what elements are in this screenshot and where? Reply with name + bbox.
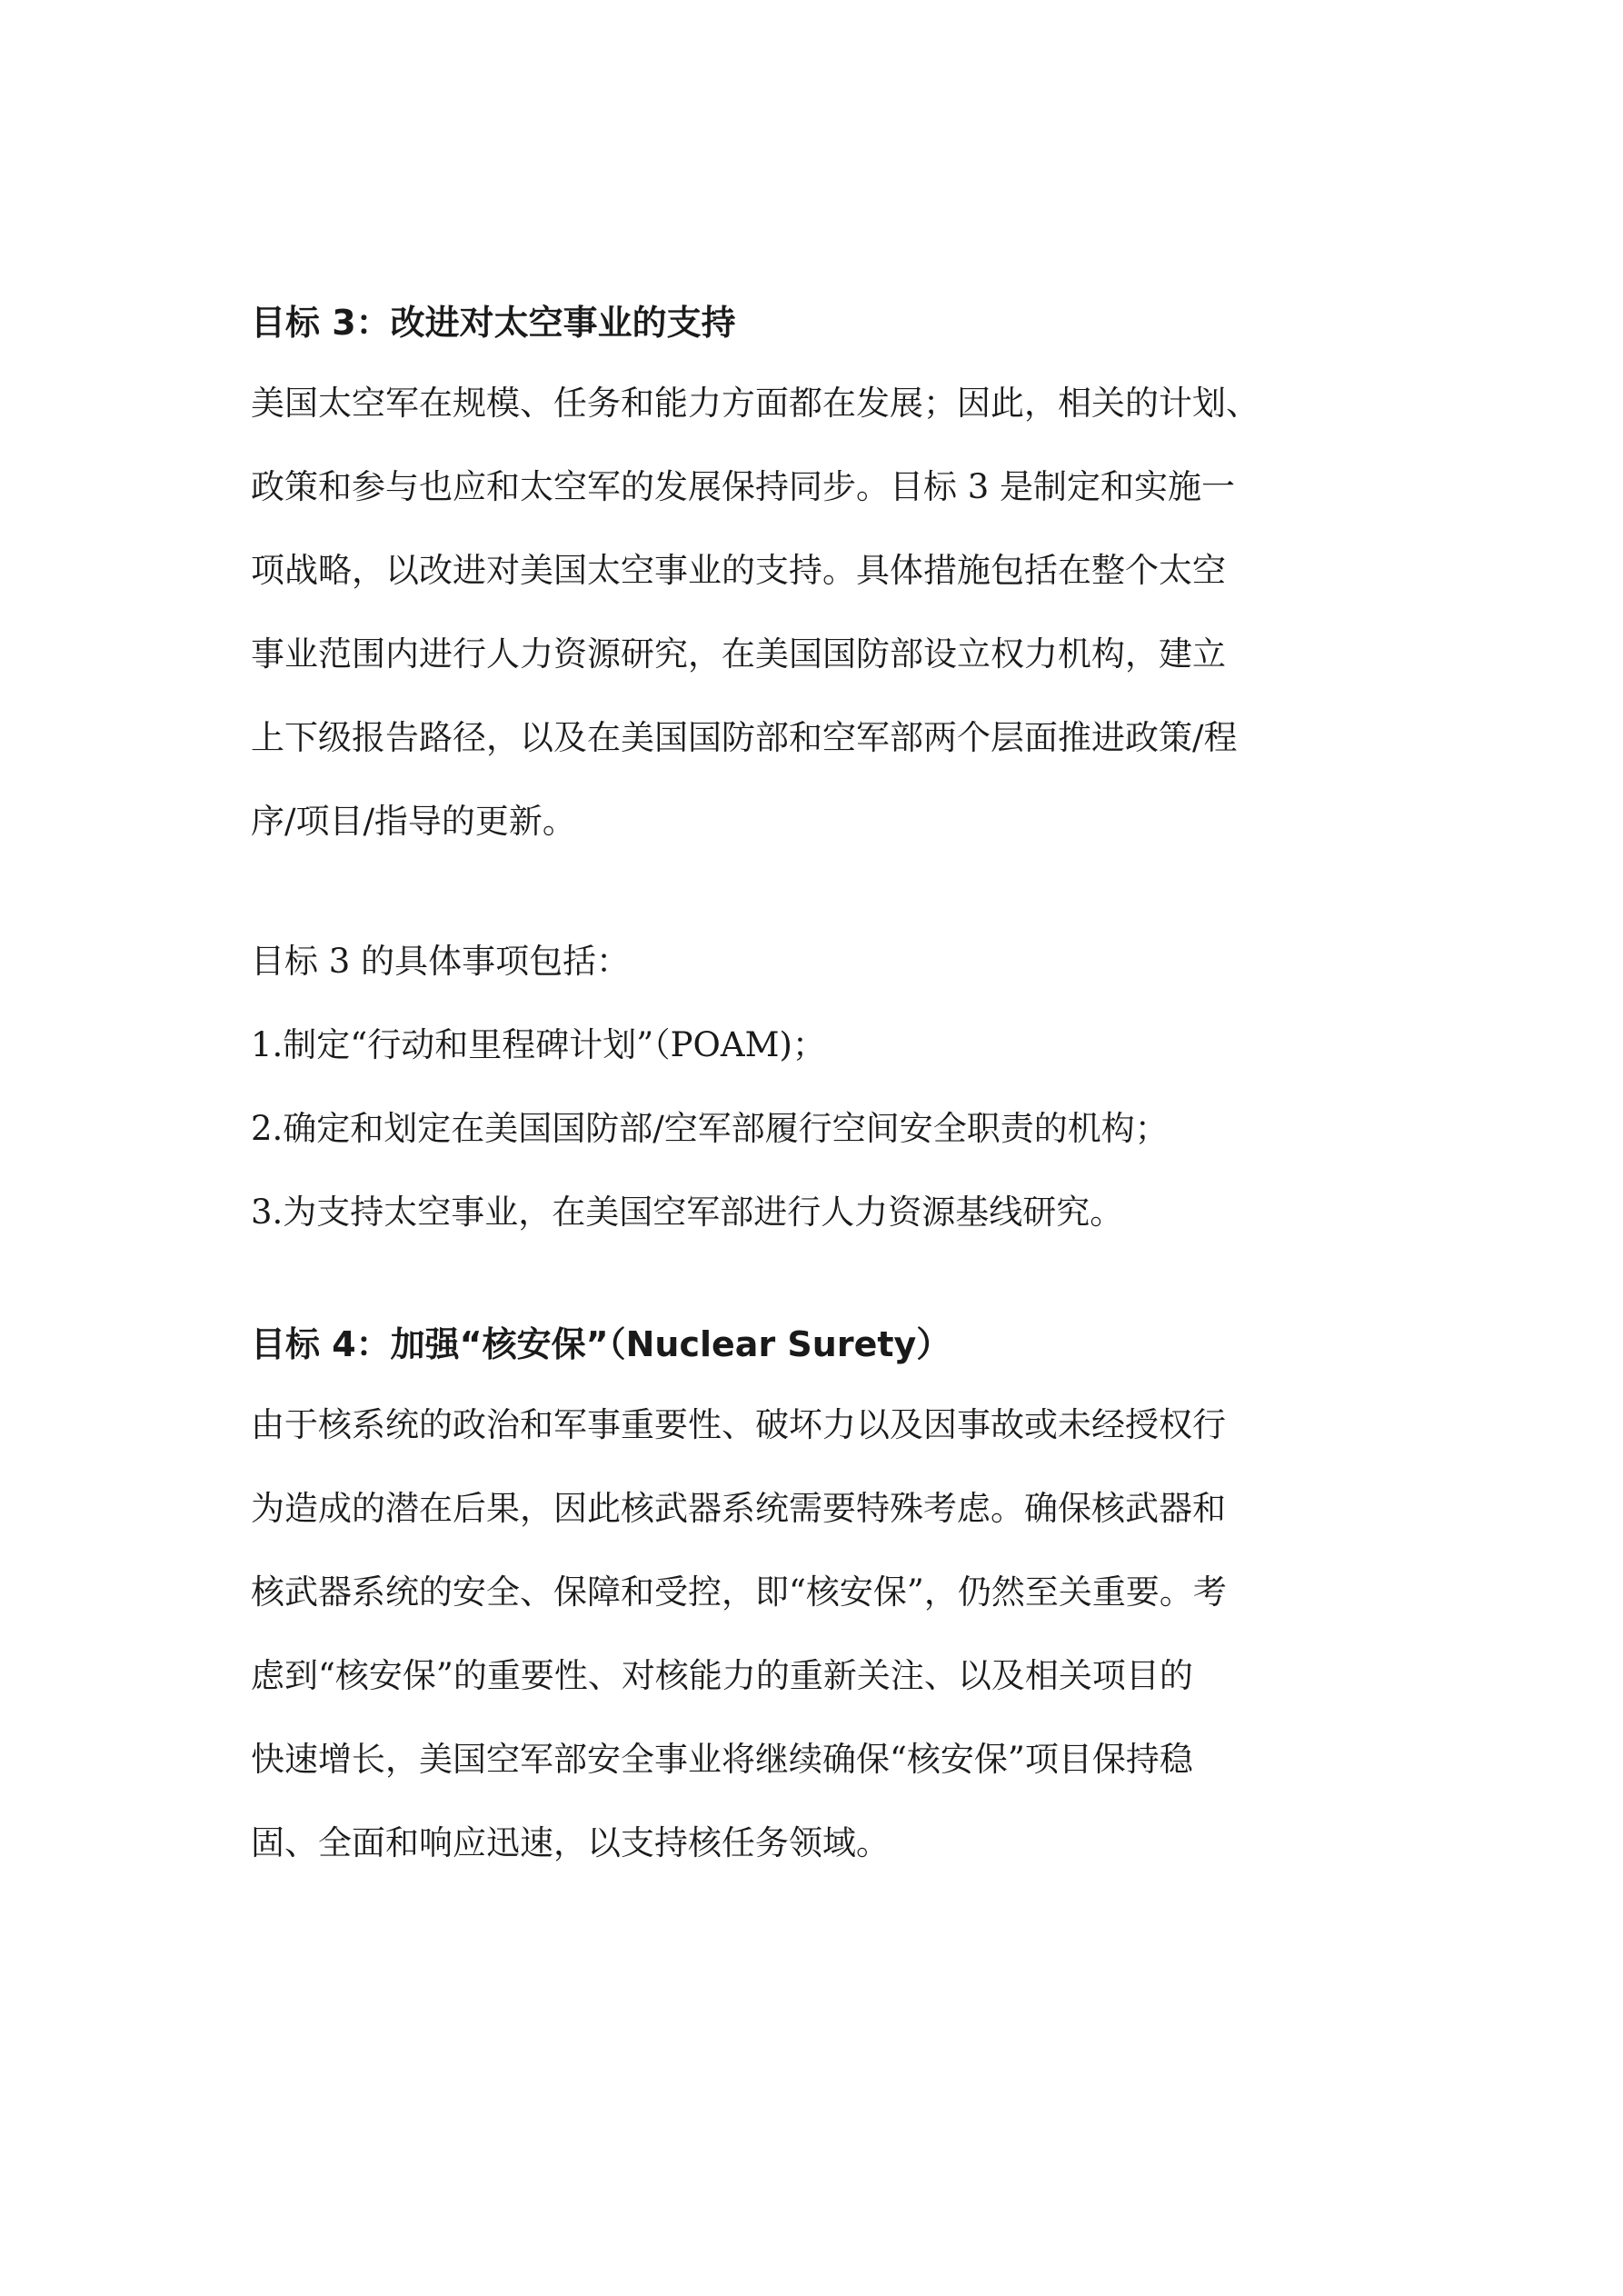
paragraph-line: 固、全面和响应迅速，以支持核任务领域。: [251, 1823, 890, 1862]
goal-3-items-list: [251, 1003, 1432, 1254]
goal-4-section: [251, 1314, 1432, 1885]
paragraph-line: 上下级报告路径，以及在美国国防部和空军部两个层面推进政策/程: [251, 718, 1238, 757]
paragraph-line: 项战略，以改进对美国太空事业的支持。具体措施包括在整个太空: [251, 551, 1226, 590]
paragraph-line: 政策和参与也应和太空军的发展保持同步。目标 3 是制定和实施一: [251, 467, 1236, 506]
goal-3-paragraph: [251, 362, 1432, 863]
goal-4-paragraph: [251, 1383, 1432, 1885]
list-item: 2.确定和划定在美国国防部/空军部履行空间安全职责的机构；: [251, 1109, 1169, 1148]
paragraph-line: 美国太空军在规模、任务和能力方面都在发展；因此，相关的计划、: [251, 384, 1260, 423]
list-item: 1.制定“行动和里程碑计划”（POAM)；: [251, 1025, 826, 1064]
paragraph-line: 序/项目/指导的更新。: [251, 802, 576, 841]
paragraph-line: 事业范围内进行人力资源研究，在美国国防部设立权力机构，建立: [251, 634, 1226, 674]
list-item: 3.为支持太空事业，在美国空军部进行人力资源基线研究。: [251, 1193, 1124, 1232]
paragraph-line: 虑到“核安保”的重要性、对核能力的重新关注、以及相关项目的: [251, 1656, 1193, 1695]
paragraph-line: 快速增长，美国空军部安全事业将继续确保“核安保”项目保持稳: [251, 1740, 1193, 1779]
paragraph-line: 核武器系统的安全、保障和受控，即“核安保”，仍然至关重要。考: [251, 1572, 1227, 1612]
goal-4-heading: 目标 4：加强“核安保”（Nuclear Surety）: [251, 1324, 951, 1364]
goal-3-heading: 目标 3：改进对太空事业的支持: [251, 303, 736, 343]
page-content: [251, 293, 1432, 1885]
paragraph-line: 由于核系统的政治和军事重要性、破坏力以及因事故或未经授权行: [251, 1405, 1226, 1444]
goal-3-list-intro: 目标 3 的具体事项包括：: [251, 942, 631, 981]
paragraph-line: 为造成的潜在后果，因此核武器系统需要特殊考虑。确保核武器和: [251, 1489, 1226, 1528]
goal-3-section: [251, 293, 1432, 1254]
